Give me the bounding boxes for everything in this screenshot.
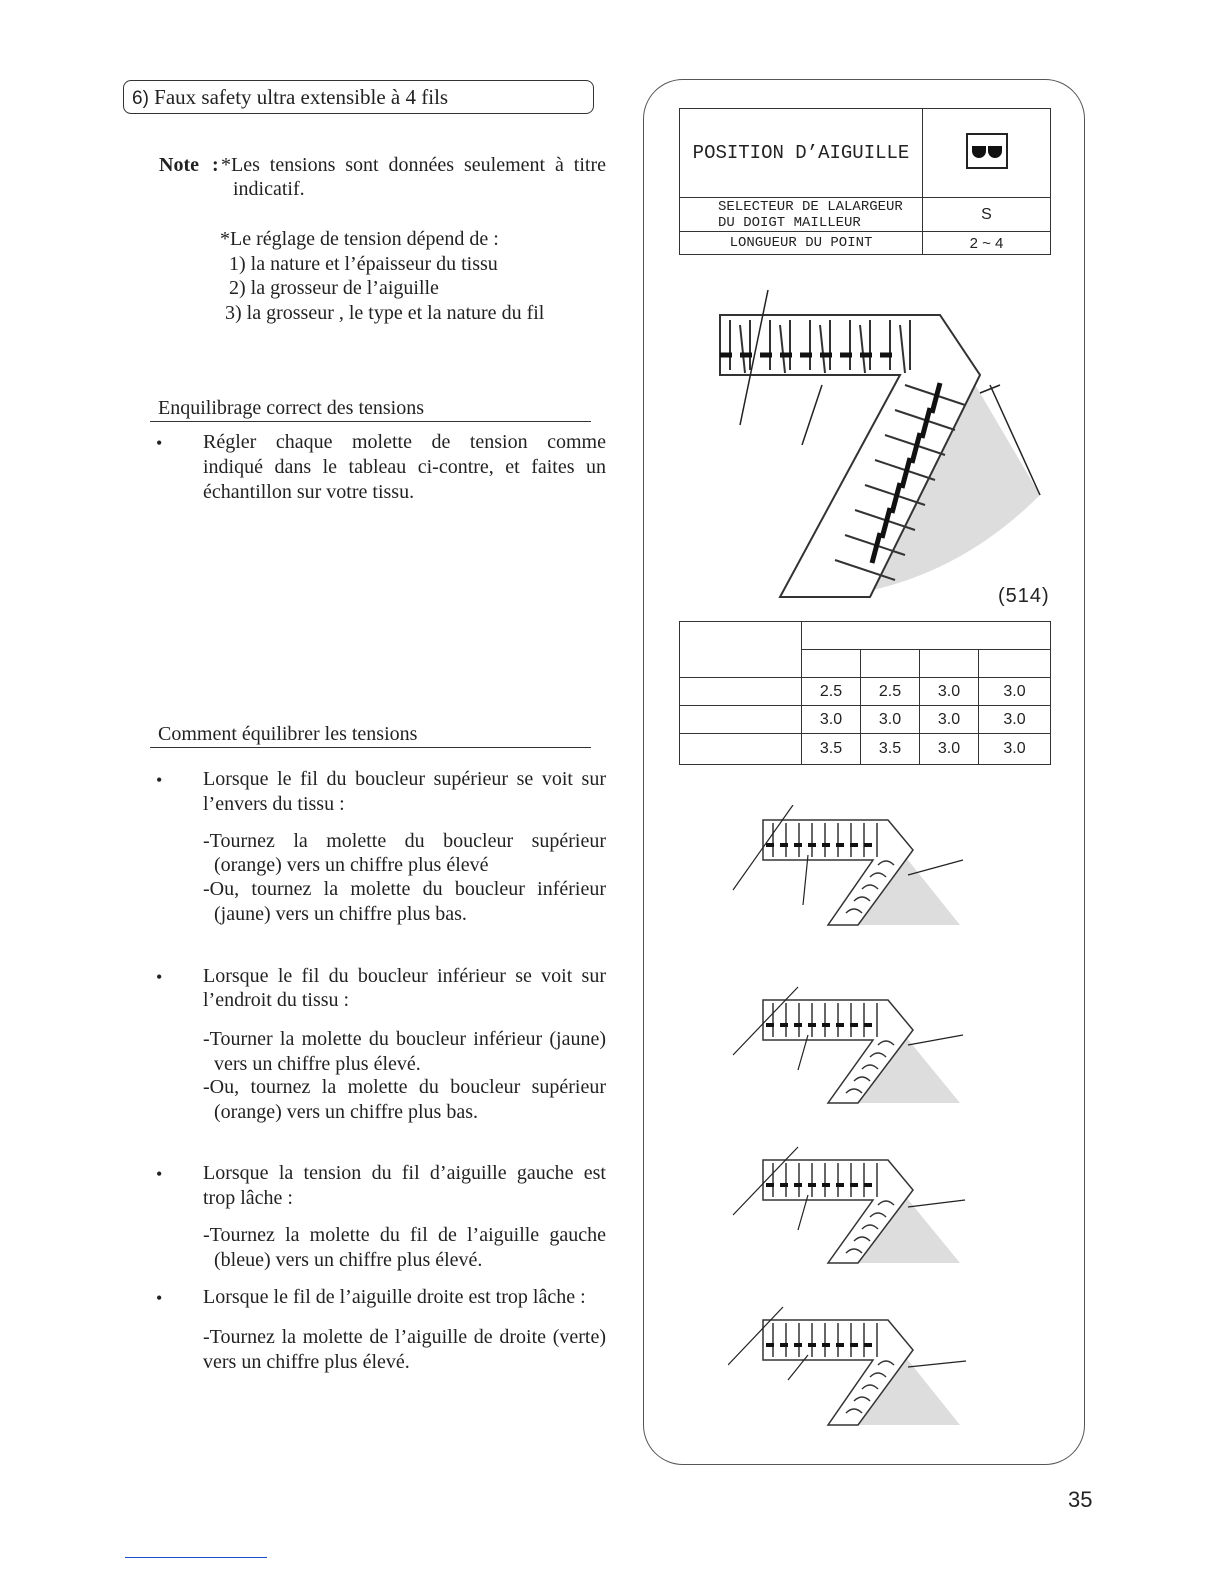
tension-row-label	[680, 706, 802, 734]
tension-header-cell	[920, 650, 979, 678]
tension-header-blank	[680, 622, 802, 678]
howto-b1-line-1: Lorsque le fil du boucleur supérieur se voit sur	[203, 768, 606, 790]
needle-position-cell	[923, 109, 1051, 198]
note-label: Note	[159, 154, 199, 176]
footnote-rule	[125, 1557, 267, 1558]
bullet: •	[156, 770, 163, 790]
tension-cell: 3.5	[861, 734, 920, 765]
howto-b1-s1-line-1: -Tournez la molette du boucleur supérieur	[203, 830, 606, 852]
tension-header-cell	[802, 650, 861, 678]
stitch-diagram-upper-looper	[728, 805, 968, 930]
selector-label-line-1: SELECTEUR DE LALARGEUR	[718, 198, 903, 215]
howto-b3-s1-line-1: -Tournez la molette du fil de l’aiguille gauche	[203, 1224, 606, 1246]
tension-cell: 3.5	[802, 734, 861, 765]
note-colon: :	[212, 154, 219, 176]
howto-b4-s1-line-1: -Tournez la molette de l’aiguille de droite (verte)	[203, 1326, 606, 1348]
howto-b1-s1-line-2: (orange) vers un chiffre plus élevé	[214, 854, 489, 876]
stitch-diagram-lower-looper	[728, 985, 968, 1110]
tension-cell: 2.5	[861, 678, 920, 706]
tension-row-label	[680, 734, 802, 765]
tension-cell: 3.0	[802, 706, 861, 734]
tension-row-label	[680, 678, 802, 706]
stitch-diagram-main	[700, 285, 1050, 605]
balance-line-3: échantillon sur votre tissu.	[203, 481, 415, 503]
stitch-diagram-left-needle	[728, 1145, 968, 1270]
howto-b2-s1-line-1: -Tourner la molette du boucleur inférieur (jaune)	[203, 1028, 606, 1050]
tension-table	[679, 621, 1051, 765]
tension-header-cell	[979, 650, 1051, 678]
tension-header-span	[802, 622, 1051, 650]
balance-line-1: Régler chaque molette de tension comme	[203, 431, 606, 453]
bullet: •	[156, 1164, 163, 1184]
howto-b2-s1-line-2: vers un chiffre plus élevé.	[214, 1053, 421, 1075]
tension-cell: 2.5	[802, 678, 861, 706]
selector-label	[680, 198, 923, 232]
howto-b1-s2-line-2: (jaune) vers un chiffre plus bas.	[214, 903, 467, 925]
page-number: 35	[1068, 1487, 1093, 1512]
howto-b4-line-1: Lorsque le fil de l’aiguille droite est trop lâche :	[203, 1286, 586, 1308]
selector-value: S	[923, 198, 1051, 232]
stitch-diagram-right-needle	[728, 1305, 968, 1430]
position-label: POSITION D’AIGUILLE	[680, 109, 923, 198]
howto-b4-s1-line-2: vers un chiffre plus élevé.	[203, 1351, 410, 1373]
note-line-2: indicatif.	[233, 178, 305, 200]
bullet: •	[156, 433, 163, 453]
howto-b2-s2-line-2: (orange) vers un chiffre plus bas.	[214, 1101, 478, 1123]
howto-b2-s2-line-1: -Ou, tournez la molette du boucleur supérieur	[203, 1076, 606, 1098]
note-item-2: 2) la grosseur de l’aiguille	[229, 277, 439, 299]
length-value: 2 ~ 4	[923, 232, 1051, 255]
howto-b1-s2-line-1: -Ou, tournez la molette du boucleur inférieur	[203, 878, 606, 900]
note-item-1: 1) la nature et l’épaisseur du tissu	[229, 253, 498, 275]
section-title	[123, 80, 594, 114]
balance-line-2: indiqué dans le tableau ci-contre, et faites un	[203, 456, 606, 478]
selector-label-line-2: DU DOIGT MAILLEUR	[718, 214, 861, 231]
howto-b3-line-1: Lorsque la tension du fil d’aiguille gauche est	[203, 1162, 606, 1184]
tension-cell: 3.0	[920, 678, 979, 706]
length-label: LONGUEUR DU POINT	[680, 232, 923, 255]
bullet: •	[156, 1288, 163, 1308]
tension-cell: 3.0	[979, 734, 1051, 765]
tension-cell: 3.0	[979, 678, 1051, 706]
balance-heading: Enquilibrage correct des tensions	[150, 395, 591, 422]
howto-b3-line-2: trop lâche :	[203, 1187, 293, 1209]
note-intro: *Le réglage de tension dépend de :	[220, 228, 499, 250]
note-item-3: 3) la grosseur , le type et la nature du fil	[225, 302, 545, 324]
section-number: 6)	[132, 88, 149, 109]
settings-table	[679, 108, 1051, 255]
tension-cell: 3.0	[920, 706, 979, 734]
howto-b3-s1-line-2: (bleue) vers un chiffre plus élevé.	[214, 1249, 483, 1271]
tension-cell: 3.0	[920, 734, 979, 765]
howto-b2-line-2: l’endroit du tissu :	[203, 989, 350, 1011]
note-line-1: *Les tensions sont données seulement à titre	[221, 154, 606, 176]
tension-cell: 3.0	[861, 706, 920, 734]
howto-b2-line-1: Lorsque le fil du boucleur inférieur se voit sur	[203, 965, 606, 987]
section-title-text: Faux safety ultra extensible à 4 fils	[154, 85, 449, 109]
tension-cell: 3.0	[979, 706, 1051, 734]
stitch-code: (514)	[998, 585, 1050, 607]
two-needles-icon	[966, 133, 1008, 169]
bullet: •	[156, 967, 163, 987]
howto-heading: Comment équilibrer les tensions	[150, 721, 591, 748]
howto-b1-line-2: l’envers du tissu :	[203, 793, 345, 815]
tension-header-cell	[861, 650, 920, 678]
